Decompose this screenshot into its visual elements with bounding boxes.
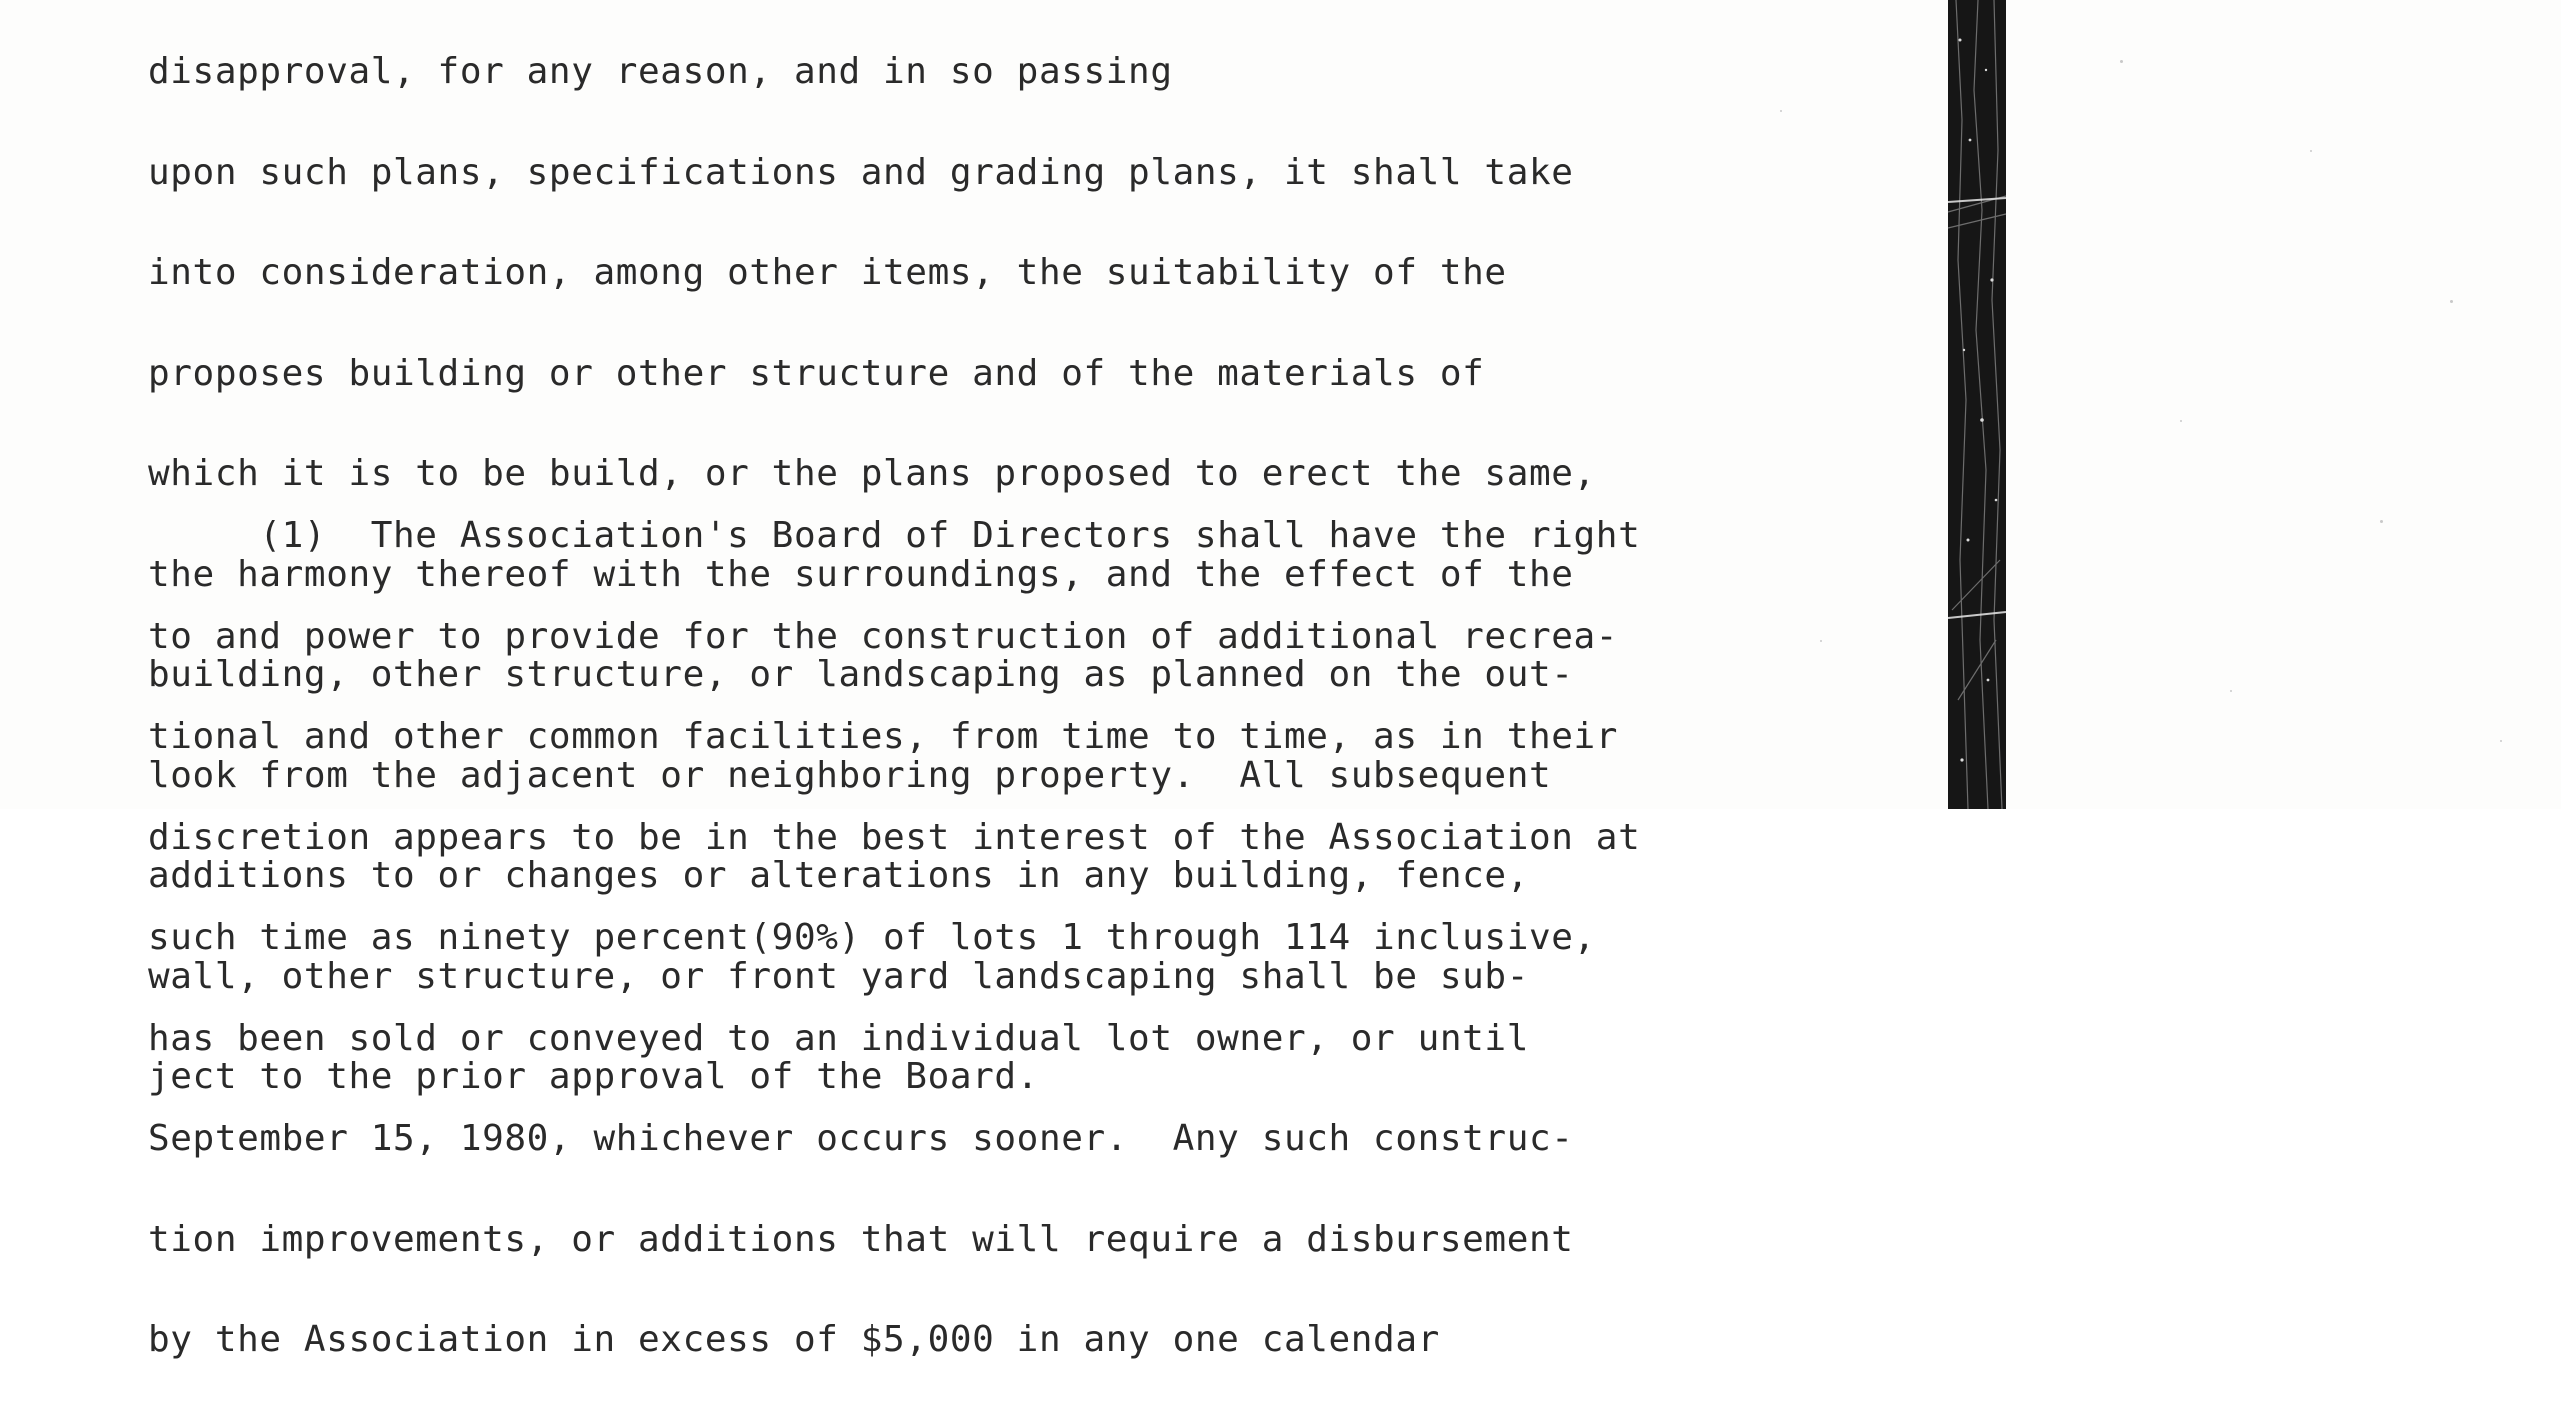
text-line: the harmony thereof with the surroundings, and the effect of the (148, 553, 1574, 595)
scan-speck (2120, 60, 2123, 63)
text-line: September 15, 1980, whichever occurs sooner. Any such construc- (148, 1118, 1574, 1159)
scan-speck (2500, 740, 2502, 742)
text-line: tional and other common facilities, from time to time, as in their (148, 716, 1619, 757)
binding-texture (1948, 0, 2006, 809)
scan-speck (2310, 150, 2312, 152)
text-line: look from the adjacent or neighboring property. All subsequent (148, 754, 1552, 796)
scan-speck (1820, 640, 1822, 642)
text-line: proposes building or other structure and of the materials of (148, 352, 1485, 394)
text-line: additions to or changes or alterations in any building, fence, (148, 855, 1529, 896)
scan-speck (1780, 110, 1782, 112)
scan-speck (2450, 300, 2453, 303)
text-line: building, other structure, or landscaping as planned on the out- (148, 654, 1574, 695)
text-line: upon such plans, specifications and grading plans, it shall take (148, 151, 1574, 193)
paragraph-board-construction-powers (148, 452, 1748, 1424)
text-line: discretion appears to be in the best interest of the Association at (148, 816, 1641, 858)
text-line: by the Association in excess of $5,000 in any one calendar (148, 1319, 1440, 1360)
text-line: disapproval, for any reason, and in so passing (148, 51, 1173, 92)
text-line: tion improvements, or additions that will require a disbursement (148, 1218, 1574, 1260)
text-line: wall, other structure, or front yard landscaping shall be sub- (148, 955, 1529, 997)
text-line: such time as ninety percent(90%) of lots 1 through 114 inclusive, (148, 917, 1596, 958)
text-line: (1) The Association's Board of Directors shall have the right (148, 515, 1641, 556)
scan-speck (2180, 420, 2182, 422)
text-line: has been sold or conveyed to an individual lot owner, or until (148, 1017, 1529, 1059)
text-line: which it is to be build, or the plans proposed to erect the same, (148, 453, 1596, 494)
text-line: to and power to provide for the construction of additional recrea- (148, 615, 1619, 657)
scan-speck (2380, 520, 2383, 523)
scan-speck (2230, 690, 2232, 692)
text-line: ject to the prior approval of the Board. (148, 1056, 1039, 1097)
scanner-binding-edge (1948, 0, 2006, 809)
text-line: into consideration, among other items, the suitability of the (148, 252, 1507, 293)
